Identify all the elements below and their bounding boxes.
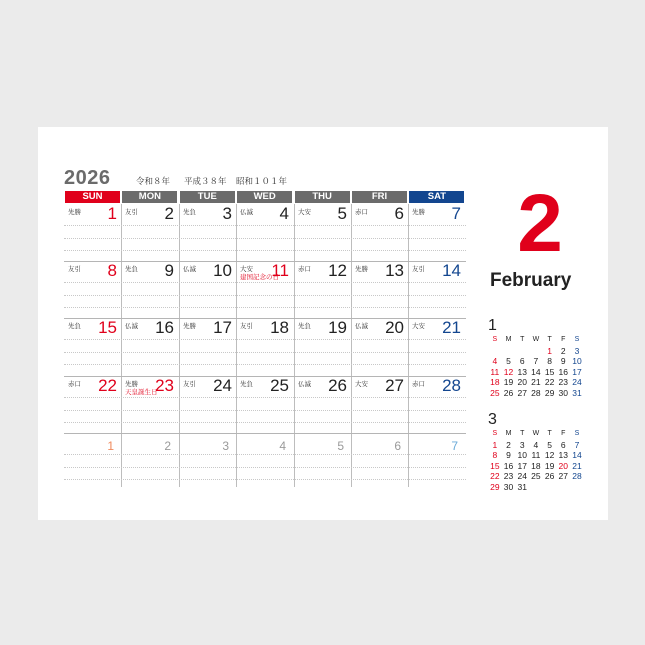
mini-day: 5: [547, 439, 552, 450]
day-number: 25: [270, 376, 289, 395]
mini-day: 21: [572, 460, 582, 471]
mini-weekday: S: [492, 336, 498, 343]
day-number: 11: [271, 261, 289, 280]
day-cell[interactable]: [236, 433, 293, 490]
mini-weekday: F: [561, 430, 566, 437]
mini-day: 6: [519, 356, 525, 367]
day-cell[interactable]: [121, 261, 178, 318]
day-cell[interactable]: [408, 433, 465, 490]
mini-day: 11: [490, 366, 500, 377]
rokuyo-label: 先負: [125, 266, 138, 273]
mini-day: 3: [519, 439, 525, 450]
mini-day: 16: [558, 366, 569, 377]
day-number: 6: [394, 439, 401, 453]
day-number: 14: [442, 261, 461, 280]
rokuyo-label: 先勝: [412, 209, 425, 216]
day-cell[interactable]: [294, 376, 351, 433]
month-name: February: [490, 270, 572, 291]
day-cell[interactable]: [294, 433, 351, 490]
mini-day: 21: [531, 377, 541, 388]
mini-week-row: [488, 377, 584, 388]
mini-day: 29: [490, 481, 500, 492]
mini-day: 11: [531, 450, 541, 461]
rokuyo-label: 大安: [240, 266, 253, 273]
rokuyo-label: 先勝: [125, 381, 138, 388]
mini-day: 23: [503, 471, 514, 482]
day-number: 4: [279, 439, 286, 453]
day-cell[interactable]: [351, 433, 408, 490]
weekday-header-sat: SAT: [409, 191, 464, 203]
day-number: 2: [164, 439, 171, 453]
mini-weekday: S: [574, 430, 580, 437]
mini-day: 4: [533, 439, 539, 450]
day-cell[interactable]: [351, 318, 408, 375]
mini-day: [502, 346, 516, 357]
day-cell[interactable]: [351, 376, 408, 433]
mini-day: 19: [544, 460, 555, 471]
mini-week-row: [488, 482, 584, 493]
day-number: 23: [155, 376, 174, 395]
mini-day: [543, 482, 557, 493]
day-cell[interactable]: [236, 376, 293, 433]
day-cell[interactable]: [294, 204, 351, 261]
mini-day: 18: [490, 377, 500, 388]
day-number: 5: [337, 439, 344, 453]
day-number: 3: [222, 204, 232, 223]
day-number: 20: [385, 318, 404, 337]
mini-day: 25: [490, 387, 500, 398]
mini-weekday: T: [547, 430, 552, 437]
rokuyo-label: 友引: [240, 323, 253, 330]
mini-day: 4: [492, 356, 498, 367]
day-number: 2: [164, 204, 174, 223]
mini-day: 9: [560, 356, 566, 367]
month-number: 2: [517, 178, 563, 269]
rokuyo-label: 赤口: [355, 209, 368, 216]
mini-day: 7: [574, 439, 580, 450]
mini-day: 26: [503, 387, 514, 398]
day-number: 19: [328, 318, 347, 337]
mini-day: 22: [490, 471, 500, 482]
mini-day: 8: [547, 356, 552, 367]
day-number: 17: [213, 318, 232, 337]
rokuyo-label: 大安: [298, 209, 311, 216]
holiday-label: 天皇誕生日: [125, 389, 158, 396]
mini-weekday: S: [492, 430, 498, 437]
day-cell[interactable]: [408, 261, 465, 318]
day-number: 9: [164, 261, 174, 280]
mini-week-row: [488, 450, 584, 461]
mini-day: 16: [503, 460, 514, 471]
rokuyo-label: 仏滅: [355, 323, 368, 330]
mini-day: 7: [533, 356, 539, 367]
mini-day: 27: [517, 387, 527, 398]
mini-day: [529, 482, 543, 493]
mini-day: 9: [506, 450, 511, 461]
mini-day: 8: [492, 450, 498, 461]
mini-day: [556, 482, 570, 493]
mini-day: 1: [492, 439, 498, 450]
rokuyo-label: 先負: [183, 209, 196, 216]
mini-week-row: [488, 471, 584, 482]
day-cell[interactable]: [121, 204, 178, 261]
mini-week-row: [488, 346, 584, 357]
day-cell[interactable]: [64, 318, 121, 375]
mini-day: 13: [517, 366, 527, 377]
mini-day: 22: [544, 377, 555, 388]
mini-week-row: [488, 356, 584, 367]
day-number: 21: [442, 318, 461, 337]
rokuyo-label: 仏滅: [298, 381, 311, 388]
mini-day: 13: [558, 450, 569, 461]
rokuyo-label: 友引: [68, 266, 81, 273]
rokuyo-label: 仏滅: [125, 323, 138, 330]
day-number: 1: [107, 204, 117, 223]
day-number: 10: [213, 261, 232, 280]
mini-day: 28: [572, 471, 582, 482]
mini-day: 19: [503, 377, 514, 388]
rokuyo-label: 先負: [240, 381, 253, 388]
rokuyo-label: 仏滅: [183, 266, 196, 273]
day-cell[interactable]: [64, 261, 121, 318]
day-cell[interactable]: [236, 261, 293, 318]
mini-weekday: W: [532, 430, 540, 437]
mini-day: 10: [572, 356, 582, 367]
era-reiwa: 令和８年: [136, 176, 171, 186]
rokuyo-label: 友引: [183, 381, 196, 388]
weekday-header-fri: FRI: [352, 191, 407, 203]
day-number: 22: [98, 376, 117, 395]
weekday-header-sun: SUN: [65, 191, 120, 203]
mini-week-row: [488, 440, 584, 451]
weekday-header-thu: THU: [295, 191, 350, 203]
weekday-header-tue: TUE: [180, 191, 235, 203]
mini-day: 3: [574, 345, 580, 356]
day-number: 13: [385, 261, 404, 280]
mini-day: [570, 482, 584, 493]
mini-week-row: [488, 461, 584, 472]
mini-weekday: T: [520, 430, 525, 437]
day-cell[interactable]: [408, 318, 465, 375]
mini-month-number: 1: [488, 317, 497, 334]
day-number: 16: [155, 318, 174, 337]
day-cell[interactable]: [408, 204, 465, 261]
holiday-label: 建国記念の日: [240, 274, 279, 281]
mini-day: 30: [558, 387, 569, 398]
mini-day: 10: [517, 450, 527, 461]
rokuyo-label: 仏滅: [240, 209, 253, 216]
day-number: 5: [337, 204, 347, 223]
day-number: 7: [451, 439, 458, 453]
mini-week-row: [488, 367, 584, 378]
mini-weekday: M: [505, 336, 512, 343]
day-cell[interactable]: [351, 261, 408, 318]
mini-calendar-3: [488, 411, 584, 493]
rokuyo-label: 赤口: [68, 381, 81, 388]
mini-weekday-row: [488, 429, 584, 440]
mini-day: 24: [517, 471, 527, 482]
mini-day: 26: [544, 471, 555, 482]
day-number: 4: [279, 204, 289, 223]
day-number: 24: [213, 376, 232, 395]
rokuyo-label: 先負: [298, 323, 311, 330]
day-cell[interactable]: [179, 204, 236, 261]
rokuyo-label: 赤口: [298, 266, 311, 273]
day-cell[interactable]: [121, 318, 178, 375]
mini-day: [515, 346, 529, 357]
mini-day: 30: [503, 481, 514, 492]
mini-day: 25: [531, 471, 541, 482]
weekday-header-mon: MON: [122, 191, 177, 203]
mini-day: 14: [531, 366, 541, 377]
mini-day: 17: [517, 460, 527, 471]
rokuyo-label: 赤口: [412, 381, 425, 388]
day-number: 18: [270, 318, 289, 337]
rokuyo-label: 大安: [355, 381, 368, 388]
mini-day: 29: [544, 387, 555, 398]
mini-day: 17: [572, 366, 582, 377]
day-cell[interactable]: [64, 433, 121, 490]
mini-day: 18: [531, 460, 541, 471]
mini-day: 2: [506, 439, 511, 450]
day-number: 12: [328, 261, 347, 280]
mini-calendar-1: [488, 317, 584, 399]
mini-day: 20: [558, 460, 569, 471]
day-cell[interactable]: [64, 376, 121, 433]
day-cell[interactable]: [64, 204, 121, 261]
mini-day: 2: [560, 345, 566, 356]
day-number: 1: [107, 439, 114, 453]
mini-day: 14: [572, 450, 582, 461]
rokuyo-label: 先負: [68, 323, 81, 330]
mini-weekday: T: [520, 336, 525, 343]
day-cell[interactable]: [294, 318, 351, 375]
rokuyo-label: 大安: [412, 323, 425, 330]
day-cell[interactable]: [236, 204, 293, 261]
mini-day: 12: [503, 366, 514, 377]
day-cell[interactable]: [179, 261, 236, 318]
mini-day: 28: [531, 387, 541, 398]
mini-day: 5: [506, 356, 511, 367]
mini-weekday: T: [547, 336, 552, 343]
mini-day: [488, 346, 502, 357]
mini-day: 31: [517, 481, 527, 492]
day-cell[interactable]: [294, 261, 351, 318]
mini-day: 23: [558, 377, 569, 388]
mini-day: 15: [490, 460, 500, 471]
day-cell[interactable]: [179, 433, 236, 490]
day-number: 3: [222, 439, 229, 453]
mini-weekday-row: [488, 335, 584, 346]
mini-weekday: F: [561, 336, 566, 343]
day-cell[interactable]: [408, 376, 465, 433]
day-number: 28: [442, 376, 461, 395]
era-heisei: 平成３８年: [184, 176, 227, 186]
mini-day: 12: [544, 450, 555, 461]
day-cell[interactable]: [121, 433, 178, 490]
rokuyo-label: 先勝: [355, 266, 368, 273]
mini-weekday: S: [574, 336, 580, 343]
day-number: 26: [328, 376, 347, 395]
day-number: 6: [394, 204, 404, 223]
mini-day: 20: [517, 377, 527, 388]
mini-day: [529, 346, 543, 357]
mini-weekday: W: [532, 336, 540, 343]
mini-day: 6: [560, 439, 566, 450]
day-cell[interactable]: [351, 204, 408, 261]
day-number: 8: [107, 261, 117, 280]
rokuyo-label: 先勝: [68, 209, 81, 216]
day-cell[interactable]: [236, 318, 293, 375]
day-number: 15: [98, 318, 117, 337]
rokuyo-label: 友引: [125, 209, 138, 216]
mini-day: 31: [572, 387, 582, 398]
day-cell[interactable]: [121, 376, 178, 433]
mini-day: 15: [544, 366, 555, 377]
mini-day: 24: [572, 377, 582, 388]
era-showa: 昭和１０１年: [236, 176, 288, 186]
day-number: 7: [451, 204, 461, 223]
mini-day: 27: [558, 471, 569, 482]
mini-weekday: M: [505, 430, 512, 437]
mini-week-row: [488, 388, 584, 399]
day-cell[interactable]: [179, 376, 236, 433]
mini-month-number: 3: [488, 411, 497, 428]
mini-day: 1: [547, 345, 552, 356]
rokuyo-label: 友引: [412, 266, 425, 273]
year-label: 2026: [64, 167, 111, 189]
day-cell[interactable]: [179, 318, 236, 375]
rokuyo-label: 先勝: [183, 323, 196, 330]
day-number: 27: [385, 376, 404, 395]
weekday-header-wed: WED: [237, 191, 292, 203]
